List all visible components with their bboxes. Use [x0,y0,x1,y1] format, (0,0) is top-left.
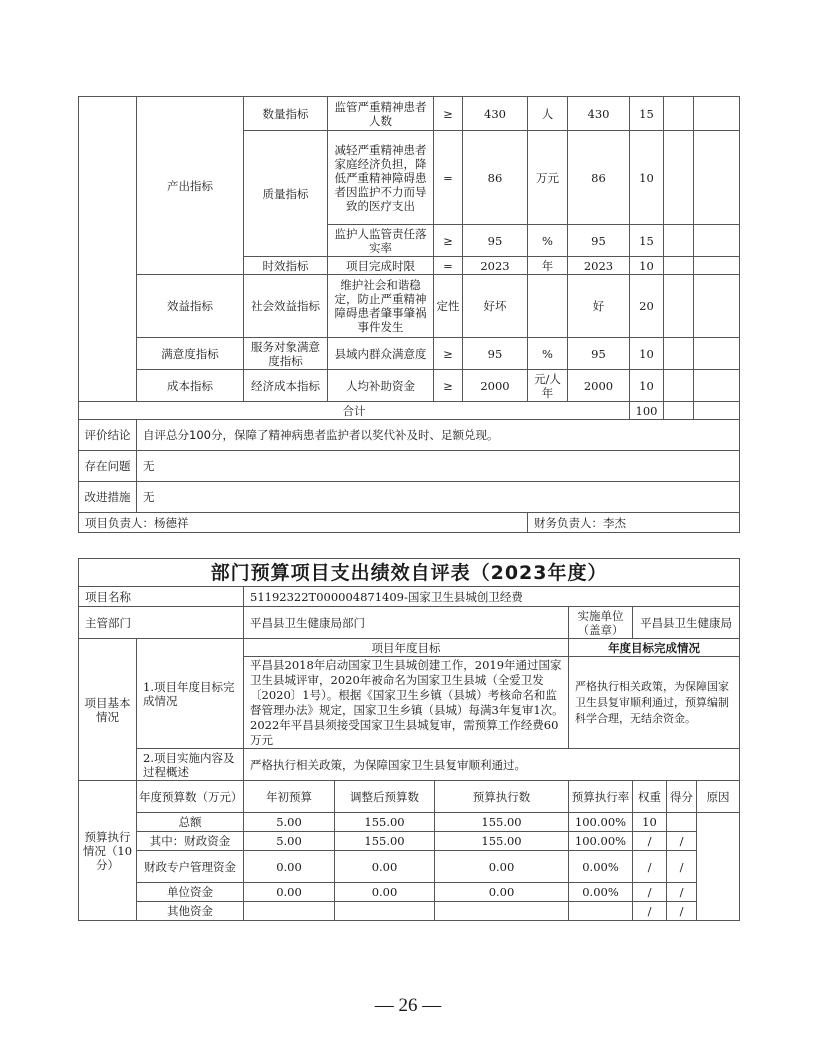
total-weight: 100 [630,402,664,420]
improve-text: 无 [137,482,740,513]
table-row [79,97,740,131]
department-value: 平昌县卫生健康局部门 [244,607,569,639]
indicator-name: 项目完成时限 [328,257,434,275]
table-row [79,370,740,402]
item1-completion: 严格执行相关政策，为保障国家卫生县复审顺利通过，预算编制科学合理，无结余资金。 [569,657,740,749]
indicator-name: 县域内群众满意度 [328,338,434,370]
score: / [667,851,697,883]
conclusion-label: 评价结论 [79,420,137,451]
initial-budget: 0.00 [244,851,335,883]
score [664,257,694,275]
budget-row [79,832,740,851]
budget-col-header: 年度预算数（万元） [137,781,244,813]
target-value: 95 [463,225,528,257]
page-title: 部门预算项目支出绩效自评表（2023年度） [79,559,740,587]
weight: 15 [630,225,664,257]
indicator-name: 减轻严重精神患者家庭经济负担，降低严重精神障碍患者因监护不力而导致的医疗支出 [328,131,434,225]
total-score [664,402,694,420]
initial-budget: 5.00 [244,832,335,851]
table-row [79,275,740,338]
score: / [667,832,697,851]
table-row [79,338,740,370]
executed-budget: 155.00 [435,813,569,832]
unit: 年 [528,257,568,275]
improve-label: 改进措施 [79,482,137,513]
budget-col-header: 权重 [633,781,667,813]
budget-row [79,902,740,921]
budget-col-header: 得分 [667,781,697,813]
reason [694,225,740,257]
performance-indicator-table [78,96,740,533]
budget-row-name: 财政专户管理资金 [137,851,244,883]
actual-value: 2023 [568,257,630,275]
budget-col-header: 年初预算 [244,781,335,813]
basic-info-label: 项目基本情况 [79,639,137,781]
item1-label: 1.项目年度目标完成情况 [143,679,235,708]
operator: ≥ [434,370,463,402]
adjusted-budget: 155.00 [335,832,435,851]
operator: 定性 [434,275,463,338]
weight: / [633,832,667,851]
budget-row [79,851,740,883]
impl-unit-value: 平昌县卫生健康局 [633,607,740,639]
indicator-name: 监管严重精神患者人数 [328,97,434,131]
execution-rate: 100.00% [569,813,633,832]
target-value: 2000 [463,370,528,402]
operator: ≥ [434,338,463,370]
weight: 10 [630,370,664,402]
initial-budget [244,902,335,921]
actual-value: 95 [568,338,630,370]
budget-row-name: 其他资金 [137,902,244,921]
goal-header: 项目年度目标 [244,639,569,657]
problems-row [79,451,740,482]
budget-row-name: 总额 [137,813,244,832]
reason [694,257,740,275]
target-value: 95 [463,338,528,370]
budget-row-name: 单位资金 [137,883,244,902]
actual-value: 95 [568,225,630,257]
problems-label: 存在问题 [79,451,137,482]
level1-indicator: 满意度指标 [137,338,244,370]
budget-col-header: 调整后预算数 [335,781,435,813]
item2-row [79,749,740,781]
unit: % [528,225,568,257]
initial-budget: 0.00 [244,883,335,902]
target-value: 430 [463,97,528,131]
level2-indicator: 社会效益指标 [244,275,328,338]
indicator-name: 维护社会和谐稳定，防止严重精神障碍患者肇事肇祸事件发生 [328,275,434,338]
weight: 20 [630,275,664,338]
score [667,813,697,832]
operator: ≥ [434,225,463,257]
project-lead: 项目负责人：杨德祥 [79,513,528,533]
budget-label: 预算执行情况（10分） [79,781,137,921]
executed-budget: 0.00 [435,851,569,883]
conclusion-row [79,420,740,451]
completion-header: 年度目标完成情况 [569,639,740,657]
operator: = [434,131,463,225]
total-label: 合计 [79,402,630,420]
item1-goal: 平昌县2018年启动国家卫生县城创建工作，2019年通过国家卫生县城评审，2020年被命名为国家卫生县城（全爱卫发〔2020〕1号）。根据《国家卫生乡镇（县城）考核命名和监督管理办法》规定，国家卫生乡镇（县城）每满3年复审1次。2022年平昌县须接受国家卫生县城复审，需预算工作经费60万元 [244,657,569,749]
item2-content: 严格执行相关政策，为保障国家卫生县复审顺利通过。 [244,749,740,781]
score: / [667,883,697,902]
signature-row [79,513,740,533]
executed-budget: 0.00 [435,883,569,902]
budget-row-name: 其中：财政资金 [137,832,244,851]
indicator-group-cell [79,97,137,402]
budget-col-header: 预算执行数 [435,781,569,813]
execution-rate: 0.00% [569,883,633,902]
reason [694,338,740,370]
score [664,97,694,131]
target-value: 86 [463,131,528,225]
department-row [79,607,740,639]
unit: 人 [528,97,568,131]
initial-budget: 5.00 [244,813,335,832]
weight: 10 [630,338,664,370]
weight: / [633,851,667,883]
reason [694,370,740,402]
adjusted-budget [335,902,435,921]
budget-row [79,883,740,902]
unit [528,275,568,338]
weight: 10 [633,813,667,832]
level1-indicator: 产出指标 [137,97,244,275]
budget-row [79,813,740,832]
total-row [79,402,740,420]
project-name-label: 项目名称 [79,587,244,607]
budget-self-evaluation-table [78,558,740,921]
project-name-row [79,587,740,607]
item2-label: 2.项目实施内容及过程概述 [137,749,244,781]
actual-value: 86 [568,131,630,225]
budget-col-header: 预算执行率 [569,781,633,813]
reason [694,275,740,338]
executed-budget: 155.00 [435,832,569,851]
weight: / [633,883,667,902]
score [664,338,694,370]
executed-budget [435,902,569,921]
level2-indicator: 经济成本指标 [244,370,328,402]
unit: % [528,338,568,370]
project-name-value: 51192322T000004871409-国家卫生县城创卫经费 [244,587,740,607]
level2-indicator: 服务对象满意度指标 [244,338,328,370]
score [664,131,694,225]
weight: 10 [630,257,664,275]
target-value: 好坏 [463,275,528,338]
improve-row [79,482,740,513]
level2-indicator: 质量指标 [244,131,328,257]
weight: / [633,902,667,921]
operator: = [434,257,463,275]
department-label: 主管部门 [79,607,244,639]
goal-header-row [79,639,740,657]
reason [694,97,740,131]
level1-indicator: 成本指标 [137,370,244,402]
budget-header-row [79,781,740,813]
item1-label-cell [137,639,244,749]
page-number: — 26 — [374,995,442,1016]
score [664,225,694,257]
level1-indicator: 效益指标 [137,275,244,338]
execution-rate [569,902,633,921]
level2-indicator: 时效指标 [244,257,328,275]
reason [694,131,740,225]
execution-rate: 100.00% [569,832,633,851]
target-value: 2023 [463,257,528,275]
indicator-name: 人均补助资金 [328,370,434,402]
finance-lead: 财务负责人：李杰 [528,513,740,533]
score [664,370,694,402]
adjusted-budget: 0.00 [335,883,435,902]
indicator-name: 监护人监管责任落实率 [328,225,434,257]
reason-cell [697,813,740,921]
operator: ≥ [434,97,463,131]
total-reason [694,402,740,420]
conclusion-text: 自评总分100分，保障了精神病患者监护者以奖代补及时、足额兑现。 [137,420,740,451]
budget-col-header: 原因 [697,781,740,813]
score: / [667,902,697,921]
weight: 10 [630,131,664,225]
actual-value: 2000 [568,370,630,402]
title-row [79,559,740,587]
unit: 万元 [528,131,568,225]
actual-value: 430 [568,97,630,131]
level2-indicator: 数量指标 [244,97,328,131]
actual-value: 好 [568,275,630,338]
adjusted-budget: 155.00 [335,813,435,832]
unit: 元/人年 [528,370,568,402]
execution-rate: 0.00% [569,851,633,883]
weight: 15 [630,97,664,131]
impl-unit-label: 实施单位（盖章） [569,607,633,639]
score [664,275,694,338]
adjusted-budget: 0.00 [335,851,435,883]
problems-text: 无 [137,451,740,482]
